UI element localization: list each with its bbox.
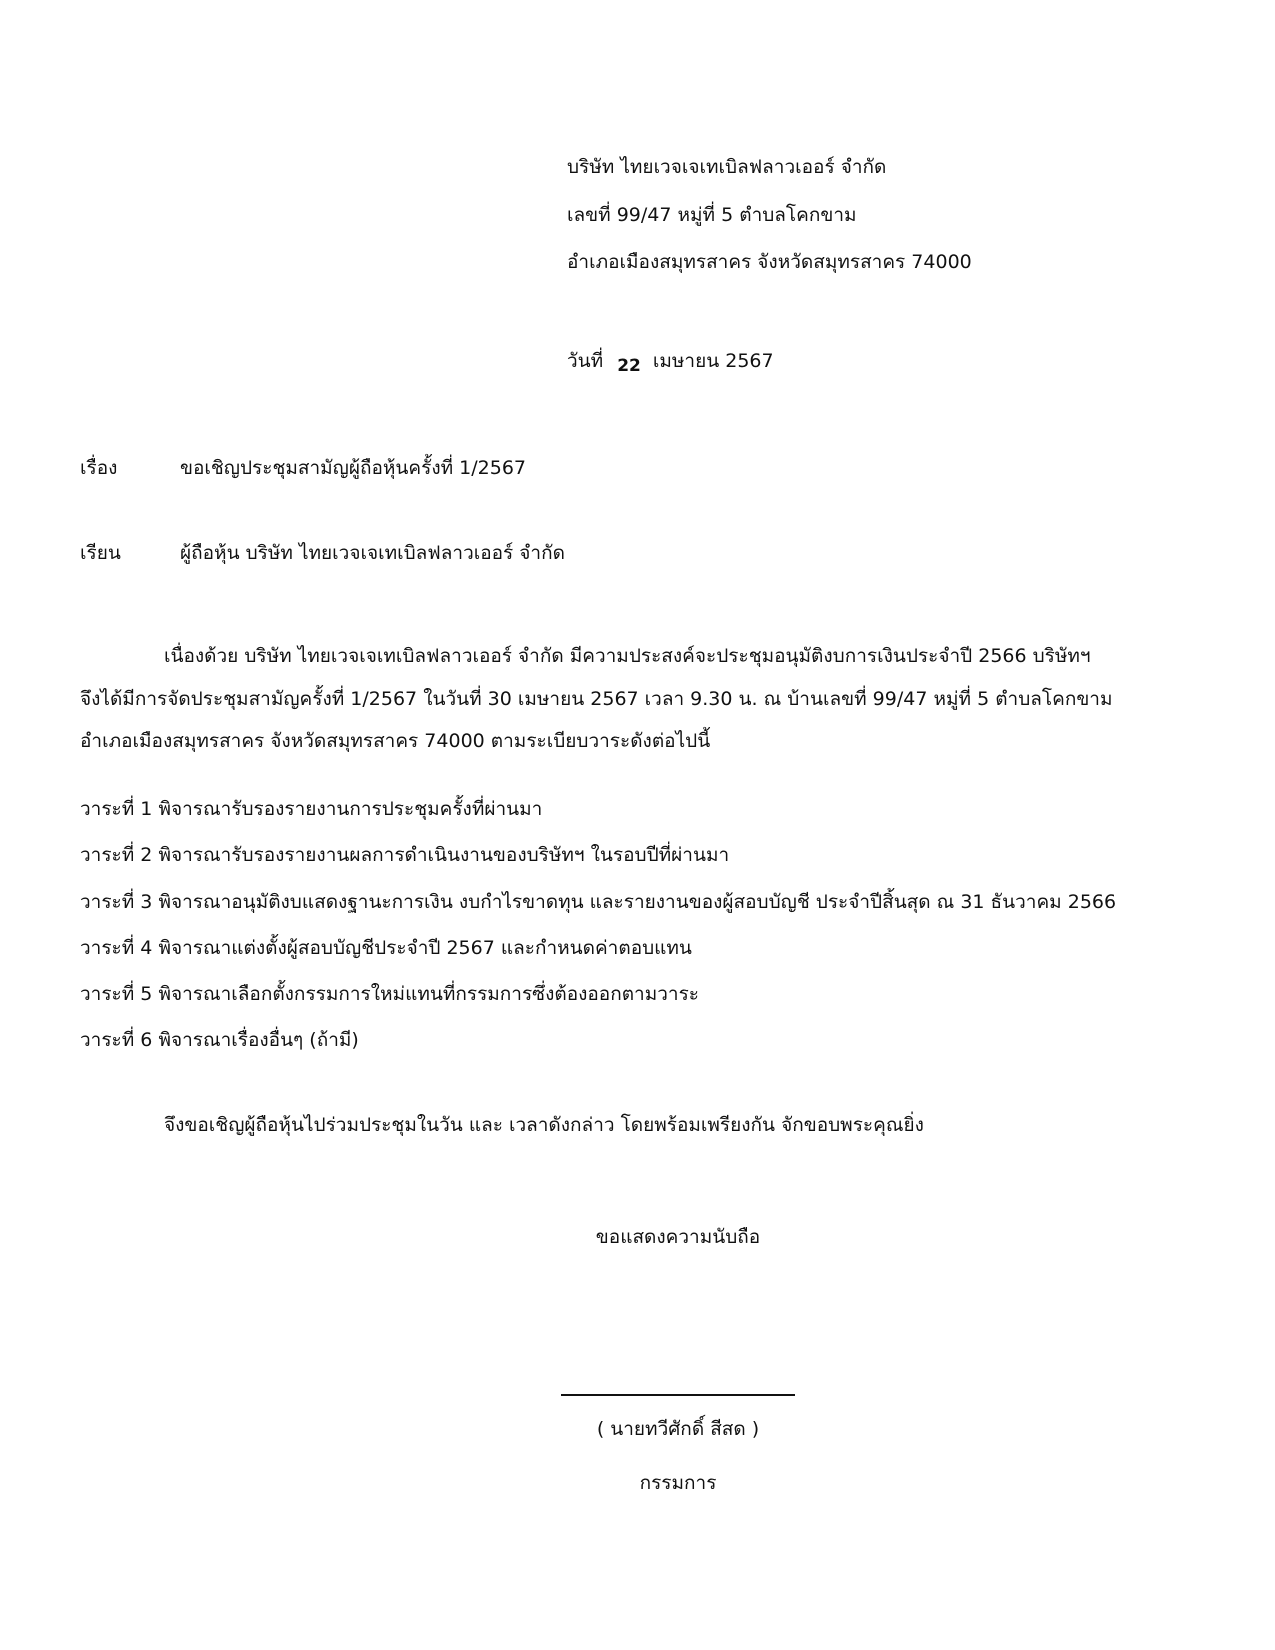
agenda-item: วาระที่ 3 พิจารณาอนุมัติงบแสดงฐานะการเงิน งบกำไรขาดทุน และรายงานของผู้สอบบัญชี ประจำปีสิ้นสุด ณ 31 ธันวาคม 2566 — [80, 891, 1117, 913]
agenda-item: วาระที่ 2 พิจารณารับรองรายงานผลการดำเนินงานของบริษัทฯ ในรอบปีที่ผ่านมา — [80, 844, 730, 866]
closing-paragraph: จึงขอเชิญผู้ถือหุ้นไปร่วมประชุมในวัน และ เวลาดังกล่าว โดยพร้อมเพรียงกัน จักขอบพระคุณยิ่ง — [164, 1114, 924, 1136]
signatory-title: กรรมการ — [639, 1472, 717, 1494]
agenda-item: วาระที่ 5 พิจารณาเลือกตั้งกรรมการใหม่แทนที่กรรมการซึ่งต้องออกตามวาระ — [80, 983, 699, 1005]
subject-label: เรื่อง — [80, 457, 118, 479]
signatory-name: ( นายทวีศักดิ์ สีสด ) — [596, 1418, 760, 1440]
signature-line — [561, 1394, 795, 1396]
sender-address-line1: เลขที่ 99/47 หมู่ที่ 5 ตำบลโคกขาม — [567, 204, 857, 226]
closing-salutation: ขอแสดงความนับถือ — [595, 1226, 761, 1248]
recipient-text: ผู้ถือหุ้น บริษัท ไทยเวจเจเทเบิลฟลาวเออร์ จำกัด — [180, 542, 565, 564]
date-day: 22 — [617, 356, 641, 376]
date-prefix: วันที่ — [567, 350, 604, 372]
body-line-1: เนื่องด้วย บริษัท ไทยเวจเจเทเบิลฟลาวเออร์ จำกัด มีความประสงค์จะประชุมอนุมัติงบการเงินประจำปี 2566 บริษัทฯ — [164, 645, 1091, 667]
body-line-2: จึงได้มีการจัดประชุมสามัญครั้งที่ 1/2567 ในวันที่ 30 เมษายน 2567 เวลา 9.30 น. ณ บ้านเลขที่ 99/47 หมู่ที่ 5 ตำบลโคกขาม — [80, 688, 1113, 710]
letter-date — [567, 350, 774, 376]
sender-address-line2: อำเภอเมืองสมุทรสาคร จังหวัดสมุทรสาคร 74000 — [567, 251, 972, 273]
recipient-label: เรียน — [80, 542, 121, 564]
subject-text: ขอเชิญประชุมสามัญผู้ถือหุ้นครั้งที่ 1/2567 — [180, 457, 527, 479]
agenda-item: วาระที่ 6 พิจารณาเรื่องอื่นๆ (ถ้ามี) — [80, 1029, 359, 1051]
agenda-item: วาระที่ 1 พิจารณารับรองรายงานการประชุมครั้งที่ผ่านมา — [80, 798, 543, 820]
agenda-item: วาระที่ 4 พิจารณาแต่งตั้งผู้สอบบัญชีประจำปี 2567 และกำหนดค่าตอบแทน — [80, 937, 692, 959]
date-month-year: เมษายน 2567 — [652, 350, 774, 372]
body-line-3: อำเภอเมืองสมุทรสาคร จังหวัดสมุทรสาคร 74000 ตามระเบียบวาระดังต่อไปนี้ — [80, 730, 711, 752]
sender-company: บริษัท ไทยเวจเจเทเบิลฟลาวเออร์ จำกัด — [567, 156, 887, 178]
